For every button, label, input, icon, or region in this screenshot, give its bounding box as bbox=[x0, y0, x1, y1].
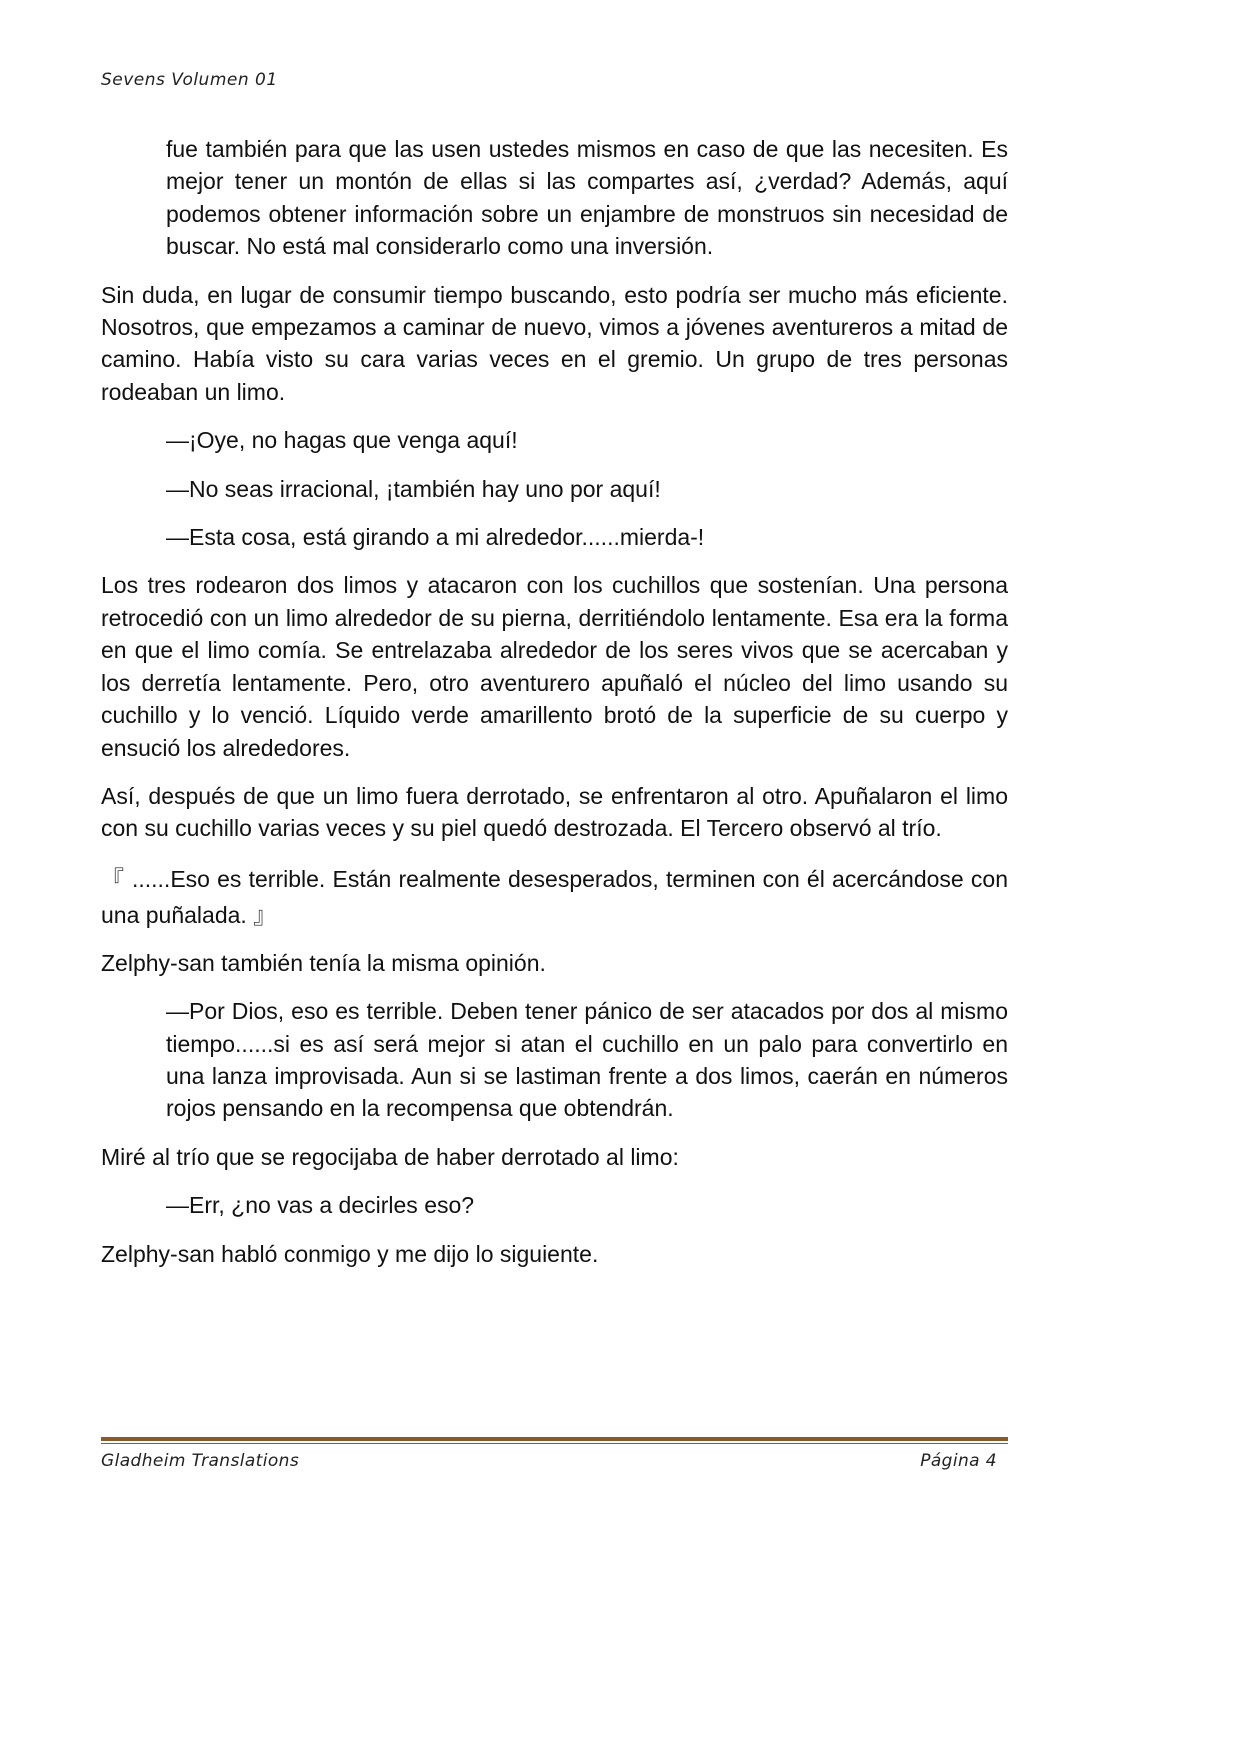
paragraph-narration: Miré al trío que se regocijaba de haber derrotado al limo: bbox=[101, 1143, 679, 1170]
paragraph-narration: Zelphy-san habló conmigo y me dijo lo siguiente. bbox=[101, 1240, 599, 1267]
paragraph-dialogue: —No seas irracional, ¡también hay uno por aquí! bbox=[166, 475, 661, 502]
footer-divider-thick bbox=[101, 1437, 1008, 1441]
page-header-title: Sevens Volumen 01 bbox=[101, 70, 278, 90]
paragraph-dialogue: —¡Oye, no hagas que venga aquí! bbox=[166, 427, 518, 454]
paragraph-narration: Así, después de que un limo fuera derrotado, se enfrentaron al otro. Apuñalaron el limo con su cuchillo varias veces y su piel quedó destrozada. El Tercero observó al trío. bbox=[101, 782, 1008, 842]
footer-page-number: Página 4 bbox=[920, 1451, 997, 1471]
paragraph-dialogue: —Esta cosa, está girando a mi alrededor......mierda-! bbox=[166, 524, 705, 551]
footer-divider-thin bbox=[101, 1443, 1008, 1444]
footer-translator-credit: Gladheim Translations bbox=[101, 1451, 300, 1471]
paragraph-telepathy: 『 ......Eso es terrible. Están realmente desesperados, terminen con él acercándose con una puñalada. 』 bbox=[101, 865, 1008, 928]
paragraph-narration: Zelphy-san también tenía la misma opinión. bbox=[101, 949, 546, 976]
paragraph-dialogue: fue también para que las usen ustedes mismos en caso de que las necesiten. Es mejor tener un montón de ellas si las compartes así, ¿verdad? Además, aquí podemos obtener información sobre un enjambre de monstruos sin necesidad de buscar. No está mal considerarlo como una inversión. bbox=[166, 136, 1008, 260]
paragraph-narration: Sin duda, en lugar de consumir tiempo buscando, esto podría ser mucho más eficiente. Nosotros, que empezamos a caminar de nuevo, vimos a jóvenes aventureros a mitad de camino. Había visto su cara varias veces en el gremio. Un grupo de tres personas rodeaban un limo. bbox=[101, 281, 1008, 405]
paragraph-narration: Los tres rodearon dos limos y atacaron con los cuchillos que sostenían. Una persona retrocedió con un limo alrededor de su pierna, derritiéndolo lentamente. Esa era la forma en que el limo comía. Se entrelazaba alrededor de los seres vivos que se acercaban y los derretía lentamente. Pero, otro aventurero apuñaló el núcleo del limo usando su cuchillo y lo venció. Líquido verde amarillento brotó de la superficie de su cuerpo y ensució los alrededores. bbox=[101, 572, 1008, 761]
paragraph-dialogue: —Por Dios, eso es terrible. Deben tener pánico de ser atacados por dos al mismo tiempo......si es así será mejor si atan el cuchillo en un palo para convertirlo en una lanza improvisada. Aun si se lastiman frente a dos limos, caerán en números rojos pensando en la recompensa que obtendrán. bbox=[166, 998, 1008, 1122]
paragraph-dialogue: —Err, ¿no vas a decirles eso? bbox=[166, 1192, 475, 1219]
page-body bbox=[101, 133, 1008, 1286]
